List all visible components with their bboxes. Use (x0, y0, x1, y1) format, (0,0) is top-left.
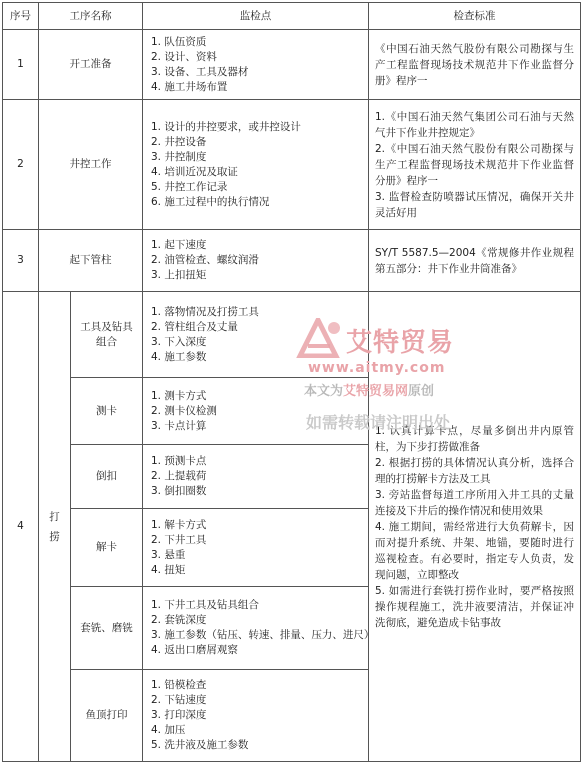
standard-item: 1. 认真计算卡点，尽量多倒出井内原管柱，为下步打捞做准备 (375, 424, 574, 453)
row-no: 2 (3, 100, 39, 230)
sub-process-name: 套铣、磨铣 (71, 587, 143, 670)
point-item: 2. 套铣深度 (151, 614, 207, 626)
row-no: 3 (3, 230, 39, 292)
table-row (3, 100, 581, 230)
sub-process-name: 解卡 (71, 509, 143, 587)
point-item: 2. 下钻速度 (151, 694, 207, 706)
sub-process-name: 工具及钻具组合 (71, 292, 143, 378)
header-standard: 检查标准 (369, 3, 581, 30)
point-item: 2. 设计、资料 (151, 50, 217, 63)
point-item: 1. 队伍资质 (151, 35, 207, 48)
point-item: 5. 井控工作记录 (151, 180, 228, 193)
point-item: 1. 预测卡点 (151, 455, 207, 467)
check-points (143, 670, 369, 762)
process-char: 打 (49, 510, 60, 523)
standard-item: 1.《中国石油天然气集团公司石油与天然气井下作业井控规定》 (375, 110, 574, 139)
point-item: 3. 下入深度 (151, 335, 207, 348)
point-item: 1. 解卡方式 (151, 518, 207, 531)
document-page (2, 2, 580, 768)
sub-process-name: 倒扣 (71, 445, 143, 509)
check-points (143, 292, 369, 378)
point-item: 2. 油管检查、螺纹润滑 (151, 254, 259, 266)
check-standard (369, 292, 581, 762)
point-item: 1. 设计的井控要求，或井控设计 (151, 120, 301, 133)
header-row (3, 3, 581, 30)
point-item: 1. 铅模检查 (151, 679, 207, 691)
check-standard (369, 30, 581, 100)
check-points (143, 445, 369, 509)
watermark-note: 如需转载请注明出处 (306, 413, 451, 432)
point-item: 3. 上扣扭矩 (151, 269, 207, 281)
watermark-url: www.aitmy.com (308, 360, 446, 376)
point-item: 4. 施工参数 (151, 350, 207, 363)
point-item: 1. 落物情况及打捞工具 (151, 305, 259, 318)
watermark-original-post: 原创 (408, 384, 435, 399)
check-standard (369, 230, 581, 292)
header-points: 监检点 (143, 3, 369, 30)
point-item: 4. 返出口磨屑观察 (151, 644, 238, 656)
process-name: 开工准备 (39, 30, 143, 100)
header-no: 序号 (3, 3, 39, 30)
check-points (143, 378, 369, 445)
point-item: 4. 施工井场布置 (151, 80, 228, 93)
check-standard (369, 100, 581, 230)
sub-process-name: 测卡 (71, 378, 143, 445)
sub-process-name: 鱼顶打印 (71, 670, 143, 762)
point-item: 2. 上提载荷 (151, 470, 207, 482)
process-char: 捞 (49, 530, 60, 543)
header-process: 工序名称 (39, 3, 143, 30)
process-name: 起下管柱 (39, 230, 143, 292)
check-points (143, 100, 369, 230)
point-item: 3. 悬重 (151, 548, 186, 561)
point-item: 3. 打印深度 (151, 709, 207, 721)
point-item: 4. 扭矩 (151, 563, 186, 576)
point-item: 6. 施工过程中的执行情况 (151, 195, 270, 208)
point-item: 2. 测卡仪检测 (151, 404, 217, 417)
standard-item: 2.《中国石油天然气股份有限公司勘探与生产工程监督现场技术规范井下作业监督分册》程序一 (375, 142, 574, 187)
standard-item: 5. 如需进行套铣打捞作业时，要严格按照操作规程施工，洗井液要清洁，并保证冲洗彻底，避免造成卡钻事故 (375, 584, 574, 629)
standard-item: 2. 根据打捞的具体情况认真分析，选择合理的打捞解卡方法及工具 (375, 456, 574, 485)
point-item: 1. 下井工具及钻具组合 (151, 599, 259, 611)
point-item: 4. 培训近况及取证 (151, 165, 238, 178)
point-item: 3. 井控制度 (151, 150, 207, 163)
watermark-original-brand: 艾特贸易网 (343, 384, 409, 399)
check-points (143, 509, 369, 587)
point-item: 3. 设备、工具及器材 (151, 65, 249, 78)
watermark-brand: 艾特贸易 (346, 328, 455, 358)
table-row (3, 230, 581, 292)
standard-item: 4. 施工期间，需经常进行大负荷解卡，因而对提升系统、井架、地锚，要随时进行巡视检查。有必要时，指定专人负责，发现问题，立即整改 (375, 520, 574, 581)
point-item: 3. 卡点计算 (151, 419, 207, 432)
inspection-table (2, 2, 581, 762)
process-name (39, 292, 71, 762)
check-points (143, 230, 369, 292)
table-row (3, 292, 581, 378)
point-item: 1. 测卡方式 (151, 389, 207, 402)
point-item: 5. 洗井液及施工参数 (151, 739, 249, 751)
point-item: 2. 下井工具 (151, 533, 207, 546)
row-no: 4 (3, 292, 39, 762)
point-item: 3. 施工参数（钻压、转速、排量、压力、进尺） (151, 629, 375, 641)
standard-item: 3. 旁站监督每道工序所用入井工具的丈量连接及下井后的操作情况和使用效果 (375, 488, 574, 517)
standard-item: 3. 监督检查防喷器试压情况，确保开关井灵活好用 (375, 190, 574, 219)
point-item: 2. 井控设备 (151, 135, 207, 148)
point-item: 1. 起下速度 (151, 239, 207, 251)
standard-item: SY/T 5587.5—2004《常规修井作业规程第五部分：井下作业井筒准备》 (375, 246, 574, 275)
standard-item: 《中国石油天然气股份有限公司勘探与生产工程监督现场技术规范井下作业监督分册》程序一 (375, 42, 574, 87)
row-no: 1 (3, 30, 39, 100)
watermark-original-pre: 本文为 (304, 384, 344, 399)
check-points (143, 30, 369, 100)
point-item: 3. 倒扣圈数 (151, 485, 207, 497)
point-item: 4. 加压 (151, 724, 186, 736)
table-row (3, 30, 581, 100)
process-name: 井控工作 (39, 100, 143, 230)
check-points (143, 587, 375, 670)
point-item: 2. 管柱组合及丈量 (151, 320, 238, 333)
